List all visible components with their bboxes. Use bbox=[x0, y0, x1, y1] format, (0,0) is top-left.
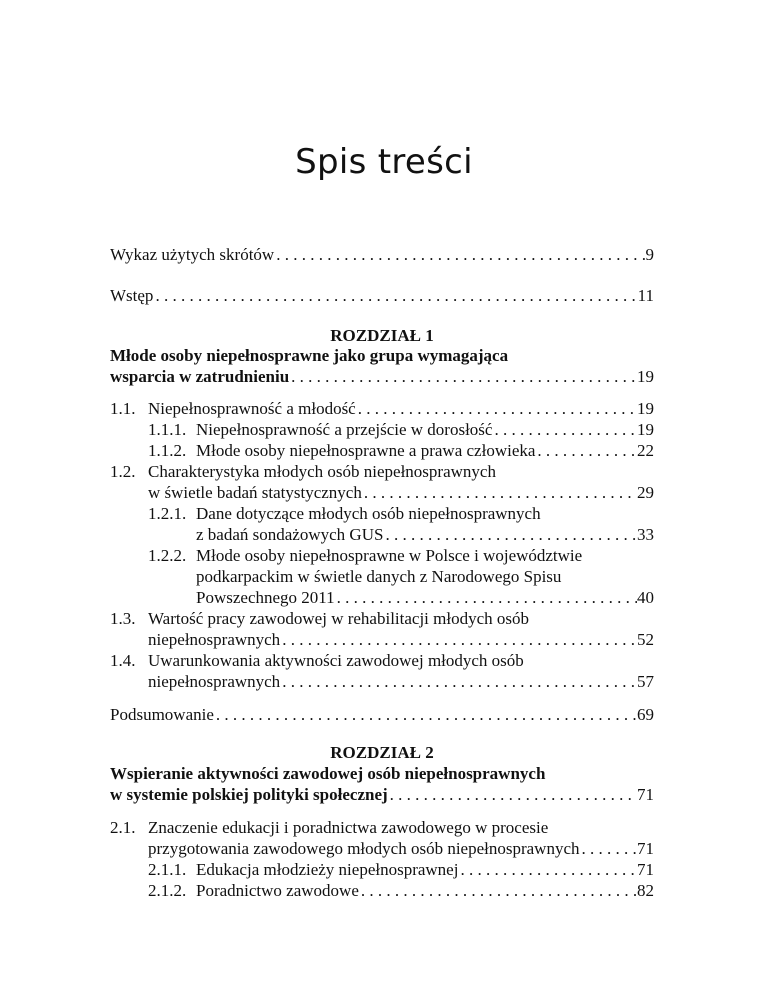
toc-page-number: 19 bbox=[637, 420, 654, 439]
section-number: 1.2. bbox=[110, 462, 136, 481]
toc-entry-chapter-2[interactable] bbox=[110, 784, 654, 806]
leader-dots bbox=[337, 587, 637, 609]
toc-page-number: 40 bbox=[637, 588, 654, 607]
toc-entry-1-2-1-line1[interactable] bbox=[110, 503, 541, 525]
toc-page-number: 22 bbox=[637, 441, 654, 460]
toc-entry-text: wsparcia w zatrudnieniu bbox=[110, 367, 290, 386]
section-number: 2.1. bbox=[110, 818, 136, 837]
toc-entry-2-1-2[interactable] bbox=[110, 880, 654, 902]
toc-entry-2-1-line1[interactable] bbox=[110, 817, 548, 839]
toc-entry-summary[interactable] bbox=[110, 704, 654, 726]
leader-dots bbox=[364, 482, 637, 504]
toc-entry-1-2-2[interactable] bbox=[110, 587, 654, 609]
toc-entry-1-1[interactable] bbox=[110, 398, 654, 420]
toc-page-number: 33 bbox=[637, 525, 654, 544]
toc-entry-introduction[interactable] bbox=[110, 285, 654, 307]
leader-dots bbox=[282, 629, 637, 651]
toc-entry-2-1[interactable] bbox=[110, 838, 654, 860]
page-title: Spis treści bbox=[295, 142, 473, 182]
leader-dots bbox=[216, 704, 637, 726]
chapter-2-label: ROZDZIAŁ 2 bbox=[330, 743, 434, 762]
toc-entry-text: niepełnosprawnych bbox=[148, 672, 281, 691]
toc-page-number: 19 bbox=[637, 367, 654, 386]
toc-entry-2-1-1[interactable] bbox=[110, 859, 654, 881]
toc-entry-text: w świetle badań statystycznych bbox=[148, 483, 362, 502]
toc-entry-text: Znaczenie edukacji i poradnictwa zawodowego w procesie bbox=[148, 818, 549, 837]
toc-entry-1-3-line1[interactable] bbox=[110, 608, 529, 630]
toc-entry-1-3[interactable] bbox=[110, 629, 654, 651]
toc-entry-text: Wartość pracy zawodowej w rehabilitacji młodych osób bbox=[148, 609, 530, 628]
toc-entry-1-1-1[interactable] bbox=[110, 419, 654, 441]
chapter-1-title-line1: Młode osoby niepełnosprawne jako grupa wymagająca bbox=[110, 346, 509, 365]
toc-page-number: 71 bbox=[637, 785, 654, 804]
toc-entry-text: z badań sondażowych GUS bbox=[196, 525, 384, 544]
toc-entry-text: Charakterystyka młodych osób niepełnosprawnych bbox=[148, 462, 496, 481]
section-number: 1.2.1. bbox=[148, 504, 187, 523]
toc-entry-text: Dane dotyczące młodych osób niepełnosprawnych bbox=[196, 504, 541, 523]
toc-entry-abbreviations[interactable] bbox=[110, 244, 654, 266]
toc-entry-1-4-line1[interactable] bbox=[110, 650, 524, 672]
toc-page-number: 19 bbox=[637, 399, 654, 418]
toc-entry-1-2-2-line1[interactable] bbox=[110, 545, 582, 567]
toc-page-number: 71 bbox=[637, 860, 654, 879]
toc-entry-text: Podsumowanie bbox=[110, 705, 214, 724]
toc-entry-text: Edukacja młodzieży niepełnosprawnej bbox=[196, 860, 459, 879]
leader-dots bbox=[155, 285, 637, 307]
chapter-2-title-line1: Wspieranie aktywności zawodowej osób niepełnosprawnych bbox=[110, 764, 546, 783]
leader-dots bbox=[276, 244, 645, 266]
toc-entry-text: niepełnosprawnych bbox=[148, 630, 281, 649]
section-number: 1.1.2. bbox=[148, 441, 187, 460]
section-number: 1.2.2. bbox=[148, 546, 187, 565]
section-number: 1.3. bbox=[110, 609, 136, 628]
toc-entry-text: Niepełnosprawność a młodość bbox=[148, 399, 356, 418]
section-number: 1.1.1. bbox=[148, 420, 187, 439]
toc-entry-text: Uwarunkowania aktywności zawodowej młodych osób bbox=[148, 651, 524, 670]
toc-entry-text: Niepełnosprawność a przejście w dorosłość bbox=[196, 420, 493, 439]
toc-page-number: 11 bbox=[637, 286, 654, 305]
leader-dots bbox=[358, 398, 637, 420]
leader-dots bbox=[361, 880, 637, 902]
leader-dots bbox=[282, 671, 637, 693]
toc-entry-1-2[interactable] bbox=[110, 482, 654, 504]
toc-entry-text: Wykaz użytych skrótów bbox=[110, 245, 275, 264]
toc-page-number: 29 bbox=[637, 483, 654, 502]
leader-dots bbox=[582, 838, 638, 860]
leader-dots bbox=[291, 366, 637, 388]
section-number: 2.1.1. bbox=[148, 860, 187, 879]
toc-page-number: 82 bbox=[637, 881, 654, 900]
toc-page-number: 52 bbox=[637, 630, 654, 649]
toc-page-number: 71 bbox=[637, 839, 654, 858]
leader-dots bbox=[385, 524, 637, 546]
chapter-1-label: ROZDZIAŁ 1 bbox=[330, 326, 434, 345]
toc-page-number: 57 bbox=[637, 672, 654, 691]
toc-entry-1-2-line1[interactable] bbox=[110, 461, 496, 483]
toc-entry-1-4[interactable] bbox=[110, 671, 654, 693]
toc-entry-text: Młode osoby niepełnosprawne w Polsce i województwie bbox=[196, 546, 583, 565]
leader-dots bbox=[537, 440, 637, 462]
toc-entry-text: Poradnictwo zawodowe bbox=[196, 881, 359, 900]
toc-entry-text: w systemie polskiej polityki społecznej bbox=[110, 785, 388, 804]
toc-entry-text: podkarpackim w świetle danych z Narodowego Spisu bbox=[196, 567, 562, 586]
leader-dots bbox=[460, 859, 637, 881]
leader-dots bbox=[494, 419, 637, 441]
toc-entry-chapter-1[interactable] bbox=[110, 366, 654, 388]
toc-entry-text: Powszechnego 2011 bbox=[196, 588, 335, 607]
section-number: 1.4. bbox=[110, 651, 136, 670]
toc-entry-text: Młode osoby niepełnosprawne a prawa człowieka bbox=[196, 441, 536, 460]
toc-page-number: 9 bbox=[645, 245, 654, 264]
section-number: 2.1.2. bbox=[148, 881, 187, 900]
toc-entry-1-1-2[interactable] bbox=[110, 440, 654, 462]
section-number: 1.1. bbox=[110, 399, 136, 418]
toc-entry-1-2-1[interactable] bbox=[110, 524, 654, 546]
leader-dots bbox=[390, 784, 637, 806]
toc-entry-text: przygotowania zawodowego młodych osób niepełnosprawnych bbox=[148, 839, 580, 858]
toc-entry-text: Wstęp bbox=[110, 286, 154, 305]
toc-page-number: 69 bbox=[637, 705, 654, 724]
